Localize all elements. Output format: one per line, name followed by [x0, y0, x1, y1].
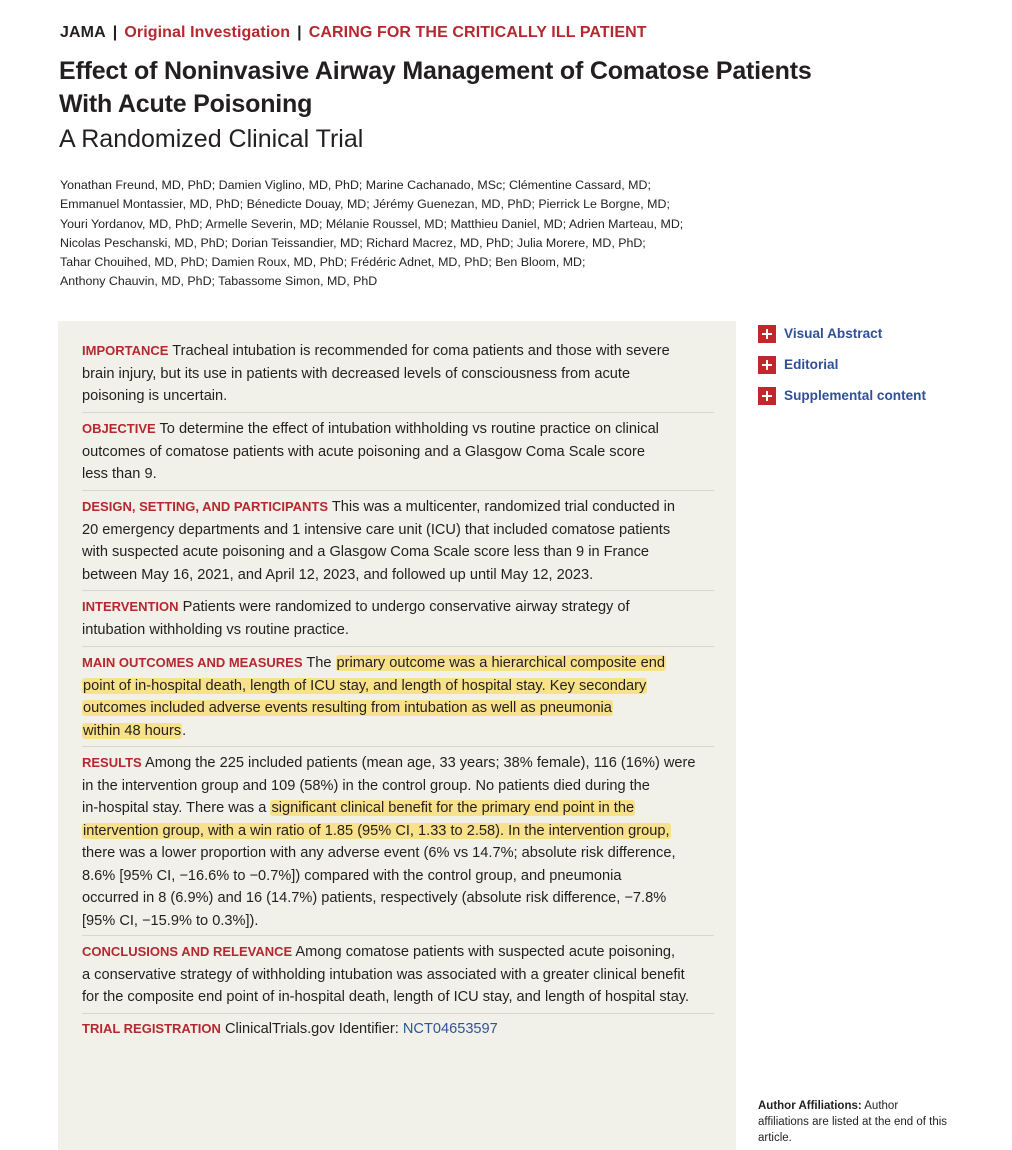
link-label: Visual Abstract	[784, 326, 883, 341]
series-name[interactable]: CARING FOR THE CRITICALLY ILL PATIENT	[308, 24, 647, 41]
author-line: Yonathan Freund, MD, PhD; Damien Viglino, MD, PhD; Marine Cachanado, MSc; Clémentine Cassard, MD;	[60, 178, 651, 192]
highlighted-text: outcomes included adverse events resulting from intubation as well as pneumonia	[83, 700, 612, 716]
section-text: Among the 225 included patients (mean age, 33 years; 38% female), 116 (16%) were	[141, 755, 696, 771]
abstract-results	[82, 752, 714, 932]
section-text: .	[182, 722, 187, 739]
section-text: To determine the effect of intubation withholding vs routine practice on clinical	[155, 421, 659, 437]
visual-abstract-link[interactable]	[758, 318, 926, 349]
article-type[interactable]: Original Investigation	[124, 24, 291, 41]
section-text: there was a lower proportion with any adverse event (6% vs 14.7%; absolute risk difference,	[82, 845, 676, 861]
article-subtitle: A Randomized Clinical Trial	[59, 125, 364, 153]
title-line: Effect of Noninvasive Airway Management of Comatose Patients	[59, 57, 812, 85]
trial-id-link[interactable]: NCT04653597	[402, 1021, 498, 1037]
plus-icon	[758, 325, 776, 343]
abstract-outcomes	[82, 652, 714, 742]
section-text: with suspected acute poisoning and a Glasgow Coma Scale score less than 9 in France	[82, 544, 650, 560]
section-text: intubation withholding vs routine practice.	[82, 621, 349, 638]
author-line: Youri Yordanov, MD, PhD; Armelle Severin, MD; Mélanie Roussel, MD; Matthieu Daniel, MD; Adrien Marteau, MD;	[60, 216, 684, 231]
section-text: in the intervention group and 109 (58%) in the control group. No patients died during the	[82, 777, 650, 794]
editorial-link[interactable]	[758, 349, 926, 380]
link-label: Supplemental content	[784, 388, 926, 403]
section-label: DESIGN, SETTING, AND PARTICIPANTS	[82, 499, 329, 514]
section-text: This was a multicenter, randomized trial conducted in	[328, 499, 675, 515]
section-text: Tracheal intubation is recommended for coma patients and those with severe	[168, 343, 670, 359]
section-text: Patients were randomized to undergo conservative airway strategy of	[178, 599, 630, 615]
author-line: Anthony Chauvin, MD, PhD; Tabassome Simon, MD, PhD	[60, 274, 378, 289]
section-text: 8.6% [95% CI, −16.6% to −0.7%]) compared with the control group, and pneumonia	[82, 867, 622, 884]
journal-header	[60, 24, 647, 42]
supplemental-content-link[interactable]	[758, 380, 926, 411]
section-text: for the composite end point of in-hospital death, length of ICU stay, and length of hospital stay.	[82, 989, 690, 1005]
section-label: OBJECTIVE	[82, 421, 156, 436]
section-text: outcomes of comatose patients with acute poisoning and a Glasgow Coma Scale score	[82, 443, 645, 460]
highlighted-text: point of in-hospital death, length of ICU stay, and length of hospital stay. Key secondary	[83, 677, 647, 694]
abstract-objective	[82, 418, 714, 486]
affiliations-text: article.	[758, 1132, 792, 1144]
section-label: CONCLUSIONS AND RELEVANCE	[82, 944, 293, 959]
abstract-conclusions	[82, 941, 714, 1009]
section-label: RESULTS	[82, 755, 142, 770]
title-line: With Acute Poisoning	[59, 90, 313, 118]
section-text: The	[302, 655, 336, 671]
author-line: Tahar Chouihed, MD, PhD; Damien Roux, MD, PhD; Frédéric Adnet, MD, PhD; Ben Bloom, MD;	[60, 255, 586, 270]
section-divider	[82, 746, 714, 747]
section-text: occurred in 8 (6.9%) and 16 (14.7%) patients, respectively (absolute risk difference, −7.8%	[82, 890, 667, 906]
section-text: ClinicalTrials.gov Identifier:	[220, 1021, 403, 1037]
section-divider	[82, 1013, 714, 1014]
section-label: TRIAL REGISTRATION	[82, 1021, 221, 1036]
section-label: MAIN OUTCOMES AND MEASURES	[82, 655, 303, 670]
article-title	[59, 55, 879, 121]
highlighted-text: primary outcome was a hierarchical composite end	[336, 655, 666, 671]
section-text: in-hospital stay. There was a	[82, 800, 271, 816]
section-label: INTERVENTION	[82, 599, 179, 614]
section-text: a conservative strategy of withholding intubation was associated with a greater clinical benefit	[82, 966, 685, 983]
section-text: [95% CI, −15.9% to 0.3%]).	[82, 912, 259, 929]
section-text: poisoning is uncertain.	[82, 388, 228, 404]
author-line: Emmanuel Montassier, MD, PhD; Bénedicte Douay, MD; Jérémy Guenezan, MD, PhD; Pierrick Le Borgne, MD;	[60, 197, 670, 212]
author-list	[60, 176, 750, 292]
highlighted-text: significant clinical benefit for the primary end point in the	[271, 800, 635, 816]
header-separator-2: |	[297, 24, 302, 41]
section-text: less than 9.	[82, 466, 157, 482]
section-divider	[82, 412, 714, 413]
highlighted-text: intervention group, with a win ratio of 1.85 (95% CI, 1.33 to 2.58). In the intervention group,	[83, 822, 670, 839]
plus-icon	[758, 387, 776, 405]
link-label: Editorial	[784, 357, 839, 372]
affiliations-text: affiliations are listed at the end of this	[758, 1116, 948, 1128]
affiliations-label: Author Affiliations:	[758, 1100, 862, 1112]
abstract-importance	[82, 340, 714, 408]
abstract-design	[82, 496, 714, 586]
section-text: brain injury, but its use in patients with decreased levels of consciousness from acute	[82, 365, 631, 382]
header-separator: |	[112, 24, 118, 41]
section-divider	[82, 935, 714, 936]
section-divider	[82, 590, 714, 591]
plus-icon	[758, 356, 776, 374]
author-affiliations-note	[758, 1098, 978, 1146]
section-label: IMPORTANCE	[82, 343, 169, 358]
section-divider	[82, 490, 714, 491]
author-line: Nicolas Peschanski, MD, PhD; Dorian Teissandier, MD; Richard Macrez, MD, PhD; Julia Morere, MD, PhD;	[60, 235, 646, 250]
abstract-registration	[82, 1018, 714, 1041]
section-text: 20 emergency departments and 1 intensive care unit (ICU) that included comatose patients	[82, 521, 671, 538]
section-divider	[82, 646, 714, 647]
section-text: between May 16, 2021, and April 12, 2023, and followed up until May 12, 2023.	[82, 566, 594, 583]
affiliations-text: Author	[861, 1100, 899, 1112]
related-links	[758, 318, 926, 411]
abstract-intervention	[82, 596, 714, 641]
highlighted-text: within 48 hours	[83, 722, 182, 739]
journal-name: JAMA	[60, 24, 106, 41]
section-text: Among comatose patients with suspected acute poisoning,	[292, 944, 676, 960]
